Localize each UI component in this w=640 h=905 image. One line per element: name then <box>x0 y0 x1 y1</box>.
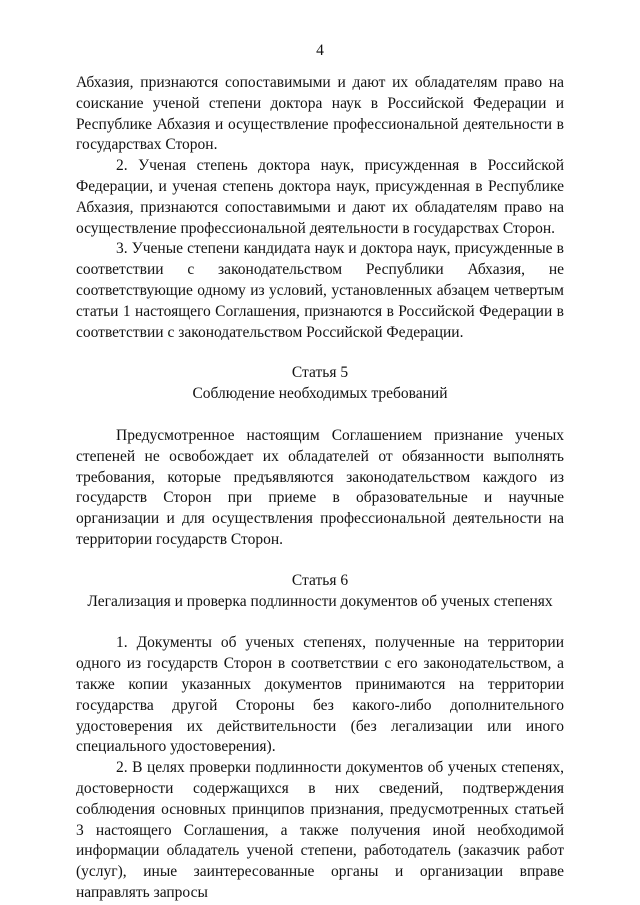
page-number: 4 <box>316 42 324 59</box>
spacer <box>76 405 564 426</box>
paragraph-item-3: 3. Ученые степени кандидата наук и доктора наук, присужденные в соответствии с законодательством Республики Абхазия, не соответствующие одному из условий, установленных абзацем четвертым статьи 1 настоящего Соглашения, признаются в Российской Федерации в соответствии с законодательством Российской Федерации. <box>76 240 564 341</box>
article-5-number: Статья 5 <box>291 364 349 382</box>
article-6-paragraph-2: 2. В целях проверки подлинности документов об ученых степенях, достоверности содержащихся в них сведений, подтверждения соблюдения основных принципов признания, предусмотренных статьей 3 настоящего Соглашения, а также получения иной необходимой информации обладатель ученой степени, работодатель (заказчик работ (услуг), иные заинтересованные органы и организации вправе направлять запросы <box>76 759 564 901</box>
article-6-number: Статья 6 <box>291 571 349 589</box>
paragraph-continuation: Абхазия, признаются сопоставимыми и дают их обладателям право на соискание ученой степени доктора наук в Российской Федерации и Республике Абхазия и осуществление профессиональной деятельности в государствах Сторон. <box>76 74 564 154</box>
article-6-paragraph-1: 1. Документы об ученых степенях, полученные на территории одного из государств Сторон в соответствии с его законодательством, а также копии указанных документов принимаются на территории государства другой Стороны без какого-либо дополнительного удостоверения их действительности (без легализации или иного специального удостоверения). <box>76 634 564 756</box>
article-6-title: Легализация и проверка подлинности документов об ученых степенях <box>87 592 553 610</box>
paragraph-item-2: 2. Ученая степень доктора наук, присужденная в Российской Федерации, и ученая степень доктора наук, присужденная в Республике Абхазия, признаются сопоставимыми и дают их обладателям право на осуществление профессиональной деятельности в государствах Сторон. <box>76 157 564 237</box>
article-5-title: Соблюдение необходимых требований <box>192 385 448 403</box>
spacer <box>76 551 564 571</box>
spacer <box>76 612 564 633</box>
spacer <box>76 343 564 363</box>
article-5-paragraph: Предусмотренное настоящим Соглашением признание ученых степеней не освобождает их обладателей от обязанности выполнять требования, которые предъявляются законодательством каждого из государств Сторон при приеме в образовательные и научные организации и для осуществления профессиональной деятельности на территории государств Сторон. <box>76 426 564 548</box>
document-body <box>76 73 564 904</box>
